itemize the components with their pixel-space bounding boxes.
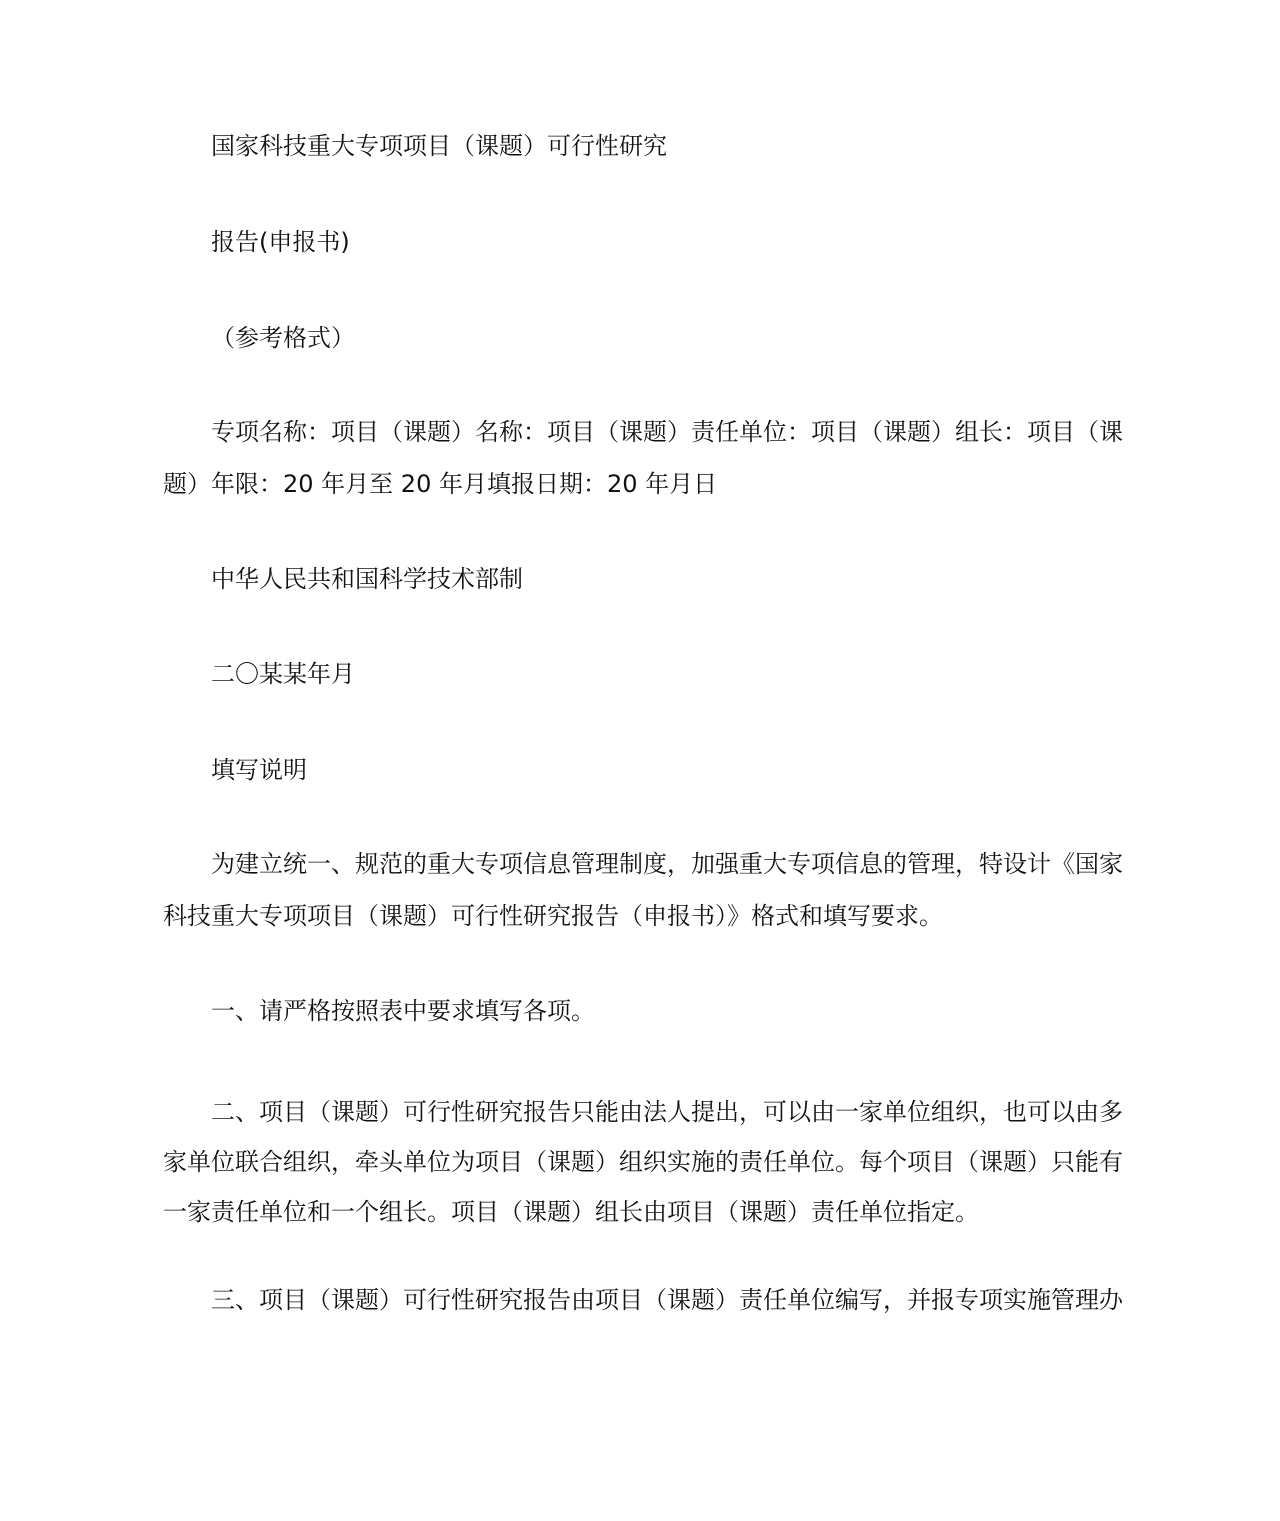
intro-paragraph: 为建立统一、规范的重大专项信息管理制度，加强重大专项信息的管理，特设计《国家科技重大专项项目（课题）可行性研究报告（申报书）》格式和填写要求。	[163, 850, 1123, 930]
instruction-item-2: 二、项目（课题）可行性研究报告只能由法人提出，可以由一家单位组织，也可以由多家单位联合组织，牵头单位为项目（课题）组织实施的责任单位。每个项目（课题）只能有一家责任单位和一个组长。项目（课题）组长由项目（课题）责任单位指定。	[163, 1098, 1123, 1226]
date-line: 二〇某某年月	[211, 660, 355, 688]
instruction-item-1: 一、请严格按照表中要求填写各项。	[211, 997, 595, 1025]
cover-fields: 专项名称：项目（课题）名称：项目（课题）责任单位：项目（课题）组长：项目（课题）年限：20 年月至 20 年月填报日期：20 年月日	[163, 418, 1123, 498]
instruction-item-3: 三、项目（课题）可行性研究报告由项目（课题）责任单位编写，并报专项实施管理办	[211, 1286, 1123, 1314]
format-note: （参考格式）	[211, 324, 355, 352]
document-title-line-2: 报告(申报书)	[211, 228, 350, 256]
document-title-line-1: 国家科技重大专项项目（课题）可行性研究	[211, 132, 667, 160]
issuer: 中华人民共和国科学技术部制	[211, 565, 523, 593]
section-heading: 填写说明	[211, 756, 307, 784]
